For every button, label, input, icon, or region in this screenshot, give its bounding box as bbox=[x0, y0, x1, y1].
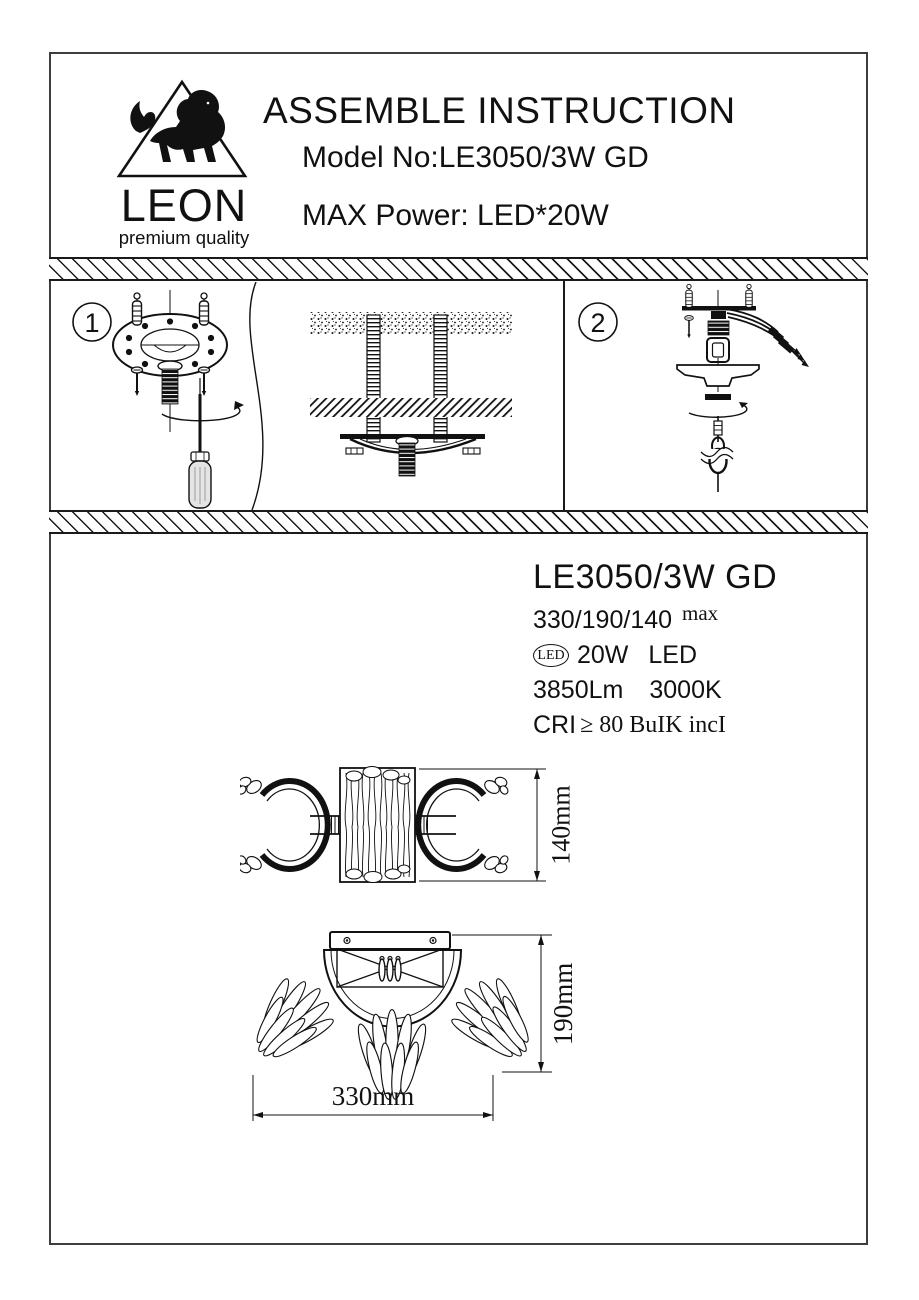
spec-lumens: 3850Lm bbox=[533, 676, 624, 704]
front-width-label: 330mm bbox=[331, 1081, 415, 1111]
screw-icon bbox=[132, 367, 143, 396]
rotate-arrow bbox=[689, 405, 747, 417]
lamp-sockets bbox=[379, 957, 401, 982]
threaded-rod bbox=[367, 315, 380, 442]
spec-wattage-type: LED bbox=[648, 641, 698, 669]
lion-triangle-icon bbox=[116, 79, 248, 179]
wall-anchor-icon bbox=[746, 284, 752, 307]
page-title: ASSEMBLE INSTRUCTION bbox=[263, 90, 736, 131]
threaded-connector bbox=[707, 311, 729, 362]
panel-split-curve bbox=[250, 282, 263, 510]
max-power: MAX Power: LED*20W bbox=[302, 199, 609, 232]
spec-dimensions: 330/190/140 bbox=[533, 606, 673, 634]
front-view-drawing bbox=[240, 925, 585, 1135]
ceiling-mount-diagram bbox=[310, 312, 512, 476]
step1-panel bbox=[51, 282, 561, 510]
right-arm-scrolls bbox=[482, 776, 509, 875]
spec-block bbox=[533, 558, 777, 746]
spec-color-temp: 3000K bbox=[649, 676, 722, 704]
ceiling-canopy bbox=[677, 365, 759, 386]
spacer-bar bbox=[705, 394, 731, 400]
spec-dimensions-note: max bbox=[682, 601, 719, 625]
model-number: Model No:LE3050/3W GD bbox=[302, 141, 649, 174]
side-nut bbox=[346, 448, 363, 454]
plan-height-label: 140mm bbox=[546, 785, 576, 865]
step2-number-badge bbox=[579, 303, 617, 341]
chain-link bbox=[700, 416, 737, 492]
wall-anchor-icon bbox=[133, 293, 142, 325]
center-stud bbox=[396, 437, 418, 477]
step2-panel bbox=[565, 282, 866, 510]
center-stud bbox=[162, 369, 178, 404]
mounting-bar bbox=[682, 306, 756, 311]
left-arm bbox=[262, 781, 328, 869]
threaded-rod bbox=[434, 315, 447, 442]
screw-icon bbox=[685, 316, 694, 339]
left-arm-scrolls bbox=[240, 776, 264, 875]
plan-view-drawing bbox=[240, 756, 585, 896]
lion-silhouette bbox=[150, 90, 225, 162]
brand-name: LEON bbox=[120, 180, 248, 231]
brand-tagline: premium quality bbox=[118, 227, 250, 248]
step1-number: 1 bbox=[84, 308, 100, 338]
step2-number: 2 bbox=[590, 308, 606, 338]
concrete-ceiling bbox=[310, 312, 512, 334]
wall-anchor-icon bbox=[686, 284, 692, 307]
side-nut bbox=[463, 448, 480, 454]
wire-connection-diagram bbox=[677, 284, 809, 492]
led-badge: LED bbox=[533, 644, 569, 667]
wires bbox=[726, 309, 809, 367]
spec-wattage: 20W bbox=[577, 641, 629, 669]
lion-eye bbox=[207, 102, 210, 105]
step1-number-badge bbox=[73, 303, 111, 341]
front-height-label: 190mm bbox=[548, 962, 578, 1046]
hatch-band-bottom bbox=[49, 510, 868, 534]
spec-cri-label: CRI bbox=[533, 711, 577, 739]
mounting-plate-diagram bbox=[113, 290, 227, 432]
drywall-layer bbox=[310, 398, 512, 417]
wall-anchor-icon bbox=[200, 293, 209, 325]
hatch-band-top bbox=[49, 257, 868, 281]
right-arm bbox=[418, 781, 484, 869]
spec-product-code: LE3050/3W GD bbox=[533, 558, 778, 596]
spec-cri-value: ≥ 80 BuIK incI bbox=[580, 712, 726, 738]
